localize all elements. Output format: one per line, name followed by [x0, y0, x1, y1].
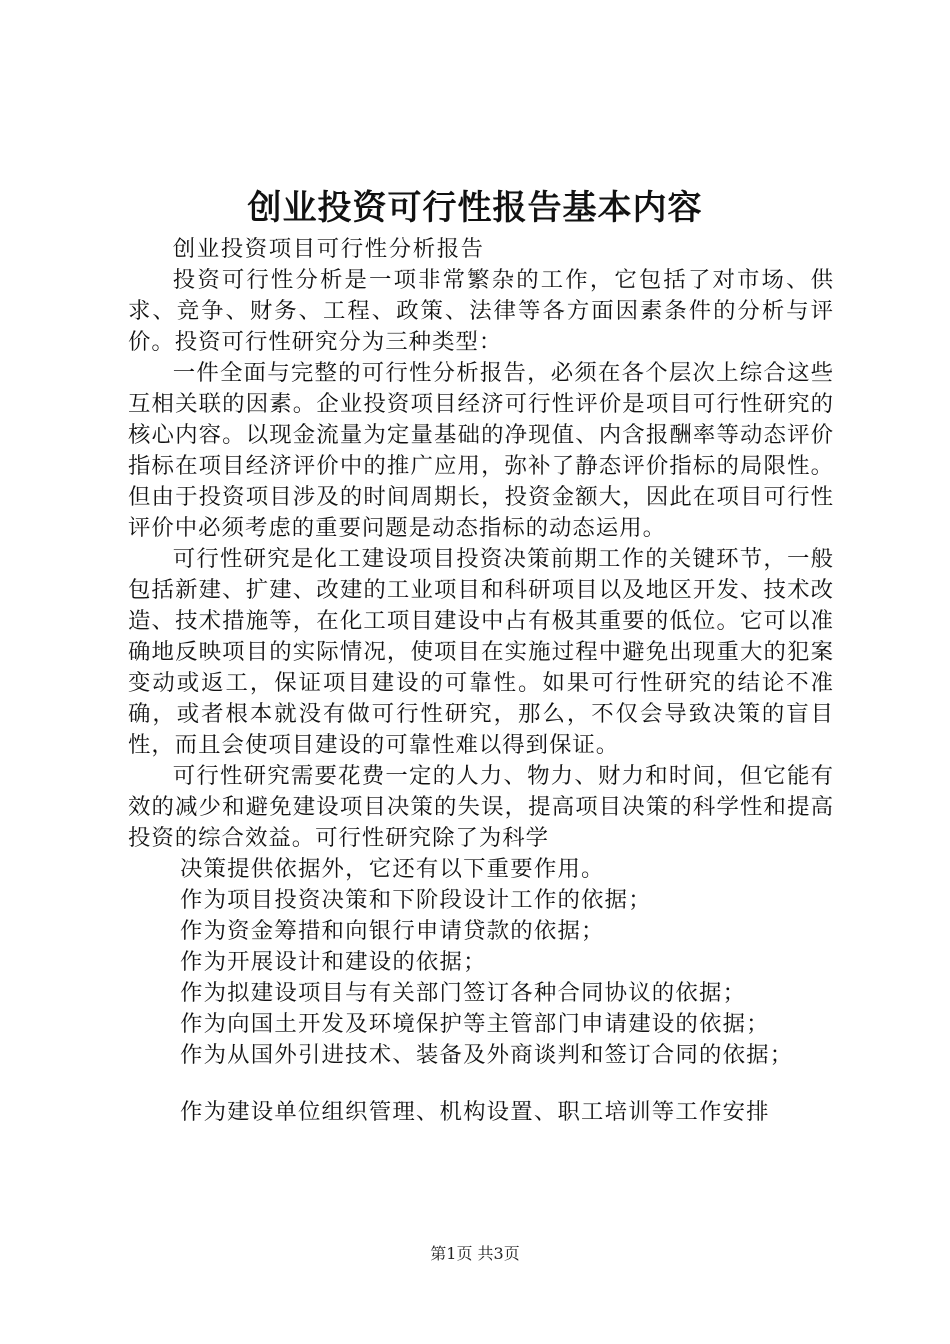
document-subtitle: 创业投资项目可行性分析报告	[172, 236, 485, 262]
document-body	[128, 234, 834, 1128]
last-line: 作为建设单位组织管理、机构设置、职工培训等工作安排	[180, 1099, 770, 1125]
list-item: 作为资金筹措和向银行申请贷款的依据；	[180, 918, 605, 944]
paragraph-1: 投资可行性分析是一项非常繁杂的工作，它包括了对市场、供求、竞争、财务、工程、政策、法律等各方面因素条件的分析与评价。投资可行性研究分为三种类型：	[128, 267, 834, 355]
list-item: 作为开展设计和建设的依据；	[180, 949, 487, 975]
paragraph-4: 可行性研究需要花费一定的人力、物力、财力和时间，但它能有效的减少和避免建设项目决策的失误，提高项目决策的科学性和提高投资的综合效益。可行性研究除了为科学	[128, 763, 834, 851]
list-item: 作为从国外引进技术、装备及外商谈判和签订合同的依据；	[180, 1042, 794, 1068]
paragraph-3: 可行性研究是化工建设项目投资决策前期工作的关键环节，一般包括新建、扩建、改建的工业项目和科研项目以及地区开发、技术改造、技术措施等，在化工项目建设中占有极其重要的低位。它可以准确地反映项目的实际情况，使项目在实施过程中避免出现重大的犯案变动或返工，保证项目建设的可靠性。如果可行性研究的结论不准确，或者根本就没有做可行性研究，那么，不仅会导致决策的盲目性，而且会使项目建设的可靠性难以得到保证。	[128, 546, 834, 758]
spacer	[128, 1071, 834, 1097]
list-item: 决策提供依据外，它还有以下重要作用。	[180, 856, 605, 882]
list-item: 作为拟建设项目与有关部门签订各种合同协议的依据；	[180, 980, 747, 1006]
page-footer: 第1页 共3页	[430, 1244, 520, 1263]
paragraph-2: 一件全面与完整的可行性分析报告，必须在各个层次上综合这些互相关联的因素。企业投资项目经济可行性评价是项目可行性研究的核心内容。以现金流量为定量基础的净现值、内含报酬率等动态评价指标在项目经济评价中的推广应用，弥补了静态评价指标的局限性。但由于投资项目涉及的时间周期长，投资金额大，因此在项目可行性评价中必须考虑的重要问题是动态指标的动态运用。	[128, 360, 834, 541]
document-title: 创业投资可行性报告基本内容	[247, 188, 703, 228]
list-item: 作为向国土开发及环境保护等主管部门申请建设的依据；	[180, 1011, 770, 1037]
list-item: 作为项目投资决策和下阶段设计工作的依据；	[180, 887, 652, 913]
